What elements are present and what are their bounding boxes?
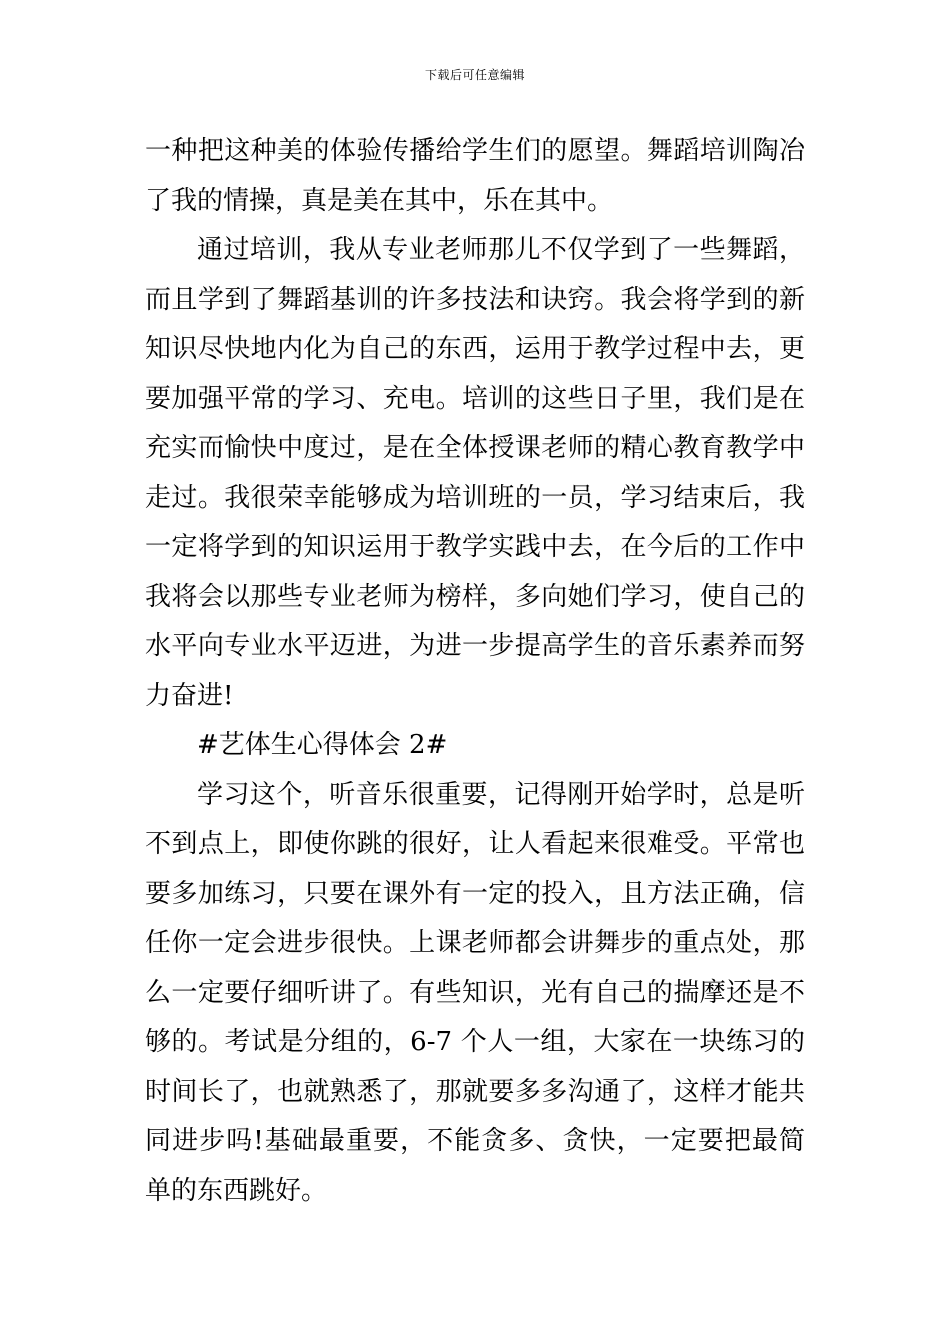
paragraph-3: 学习这个，听音乐很重要，记得刚开始学时，总是听不到点上，即使你跳的很好，让人看起来很难受。平常也要多加练习，只要在课外有一定的投入，且方法正确，信任你一定会进步很快。上课老师都会讲舞步的重点处，那么一定要仔细听讲了。有些知识，光有自己的揣摩还是不够的。考试是分组的，6-7 个人一组，大家在一块练习的时间长了，也就熟悉了，那就要多多沟通了，这样才能共同进步吗!基础最重要，不能贪多、贪快，一定要把最简单的东西跳好。	[145, 779, 805, 1206]
document-body	[145, 127, 805, 1216]
page-header: 下载后可任意编辑	[424, 68, 525, 82]
section-heading: #艺体生心得体会 2#	[197, 730, 448, 760]
paragraph-1: 一种把这种美的体验传播给学生们的愿望。舞蹈培训陶冶了我的情操，真是美在其中，乐在其中。	[145, 136, 805, 216]
paragraph-2: 通过培训，我从专业老师那儿不仅学到了一些舞蹈，而且学到了舞蹈基训的许多技法和诀窍。我会将学到的新知识尽快地内化为自己的东西，运用于教学过程中去，更要加强平常的学习、充电。培训的这些日子里，我们是在充实而愉快中度过，是在全体授课老师的精心教育教学中走过。我很荣幸能够成为培训班的一员，学习结束后，我一定将学到的知识运用于教学实践中去，在今后的工作中我将会以那些专业老师为榜样，多向她们学习，使自己的水平向专业水平迈进，为进一步提高学生的音乐素养而努力奋进!	[145, 235, 805, 711]
